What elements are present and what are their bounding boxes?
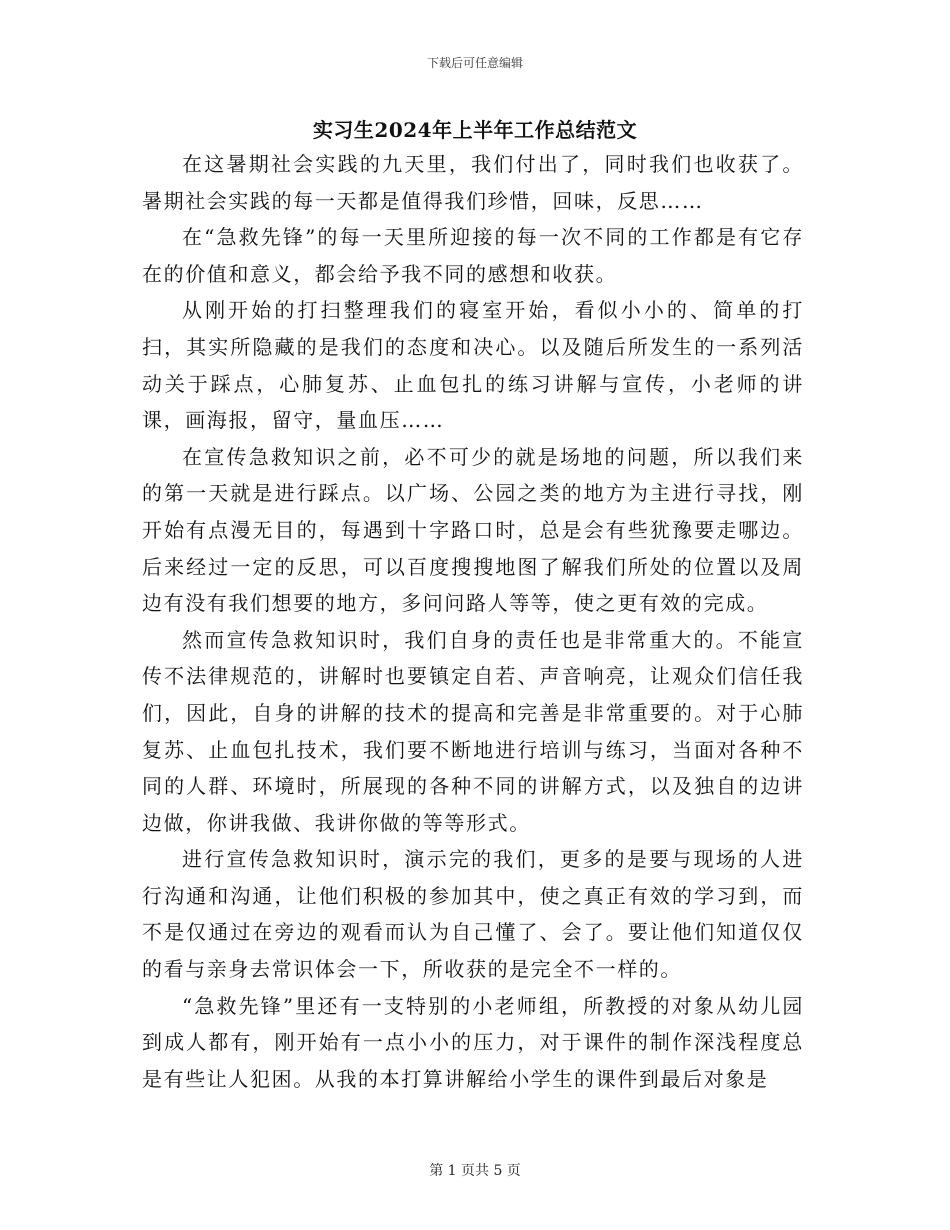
paragraph: 在这暑期社会实践的九天里，我们付出了，同时我们也收获了。暑期社会实践的每一天都是值得我们珍惜，回味，反思…… (142, 152, 804, 213)
paragraph: 进行宣传急救知识时，演示完的我们，更多的是要与现场的人进行沟通和沟通，让他们积极的参加其中，使之真正有效的学习到，而不是仅通过在旁边的观看而认为自己懂了、会了。要让他们知道仅仅的看与亲身去常识体会一下，所收获的是完全不一样的。 (142, 847, 804, 982)
paragraph: 从刚开始的打扫整理我们的寝室开始，看似小小的、简单的打扫，其实所隐藏的是我们的态度和决心。以及随后所发生的一系列活动关于踩点，心肺复苏、止血包扎的练习讲解与宣传，小老师的讲课，画海报，留守，量血压…… (142, 298, 804, 433)
page-number: 第 1 页共 5 页 (429, 1163, 521, 1179)
paragraph: 在“急救先锋”的每一天里所迎接的每一次不同的工作都是有它存在的价值和意义，都会给予我不同的感想和收获。 (142, 225, 804, 286)
document-title: 实习生2024年上半年工作总结范文 (312, 118, 638, 142)
paragraph: “急救先锋”里还有一支特别的小老师组，所教授的对象从幼儿园到成人都有，刚开始有一点小小的压力，对于课件的制作深浅程度总是有些让人犯困。从我的本打算讲解给小学生的课件到最后对象是 (142, 993, 804, 1091)
paragraph: 在宣传急救知识之前，必不可少的就是场地的问题，所以我们来的第一天就是进行踩点。以广场、公园之类的地方为主进行寻找，刚开始有点漫无目的，每遇到十字路口时，总是会有些犹豫要走哪边。后来经过一定的反思，可以百度搜搜地图了解我们所处的位置以及周边有没有我们想要的地方，多问问路人等等，使之更有效的完成。 (142, 444, 804, 616)
header-note: 下载后可任意编辑 (426, 56, 523, 70)
paragraph: 然而宣传急救知识时，我们自身的责任也是非常重大的。不能宣传不法律规范的，讲解时也要镇定自若、声音响亮，让观众们信任我们，因此，自身的讲解的技术的提高和完善是非常重要的。对于心肺复苏、止血包扎技术，我们要不断地进行培训与练习，当面对各种不同的人群、环境时，所展现的各种不同的讲解方式，以及独自的边讲边做，你讲我做、我讲你做的等等形式。 (142, 627, 804, 835)
document-body (142, 146, 804, 1097)
